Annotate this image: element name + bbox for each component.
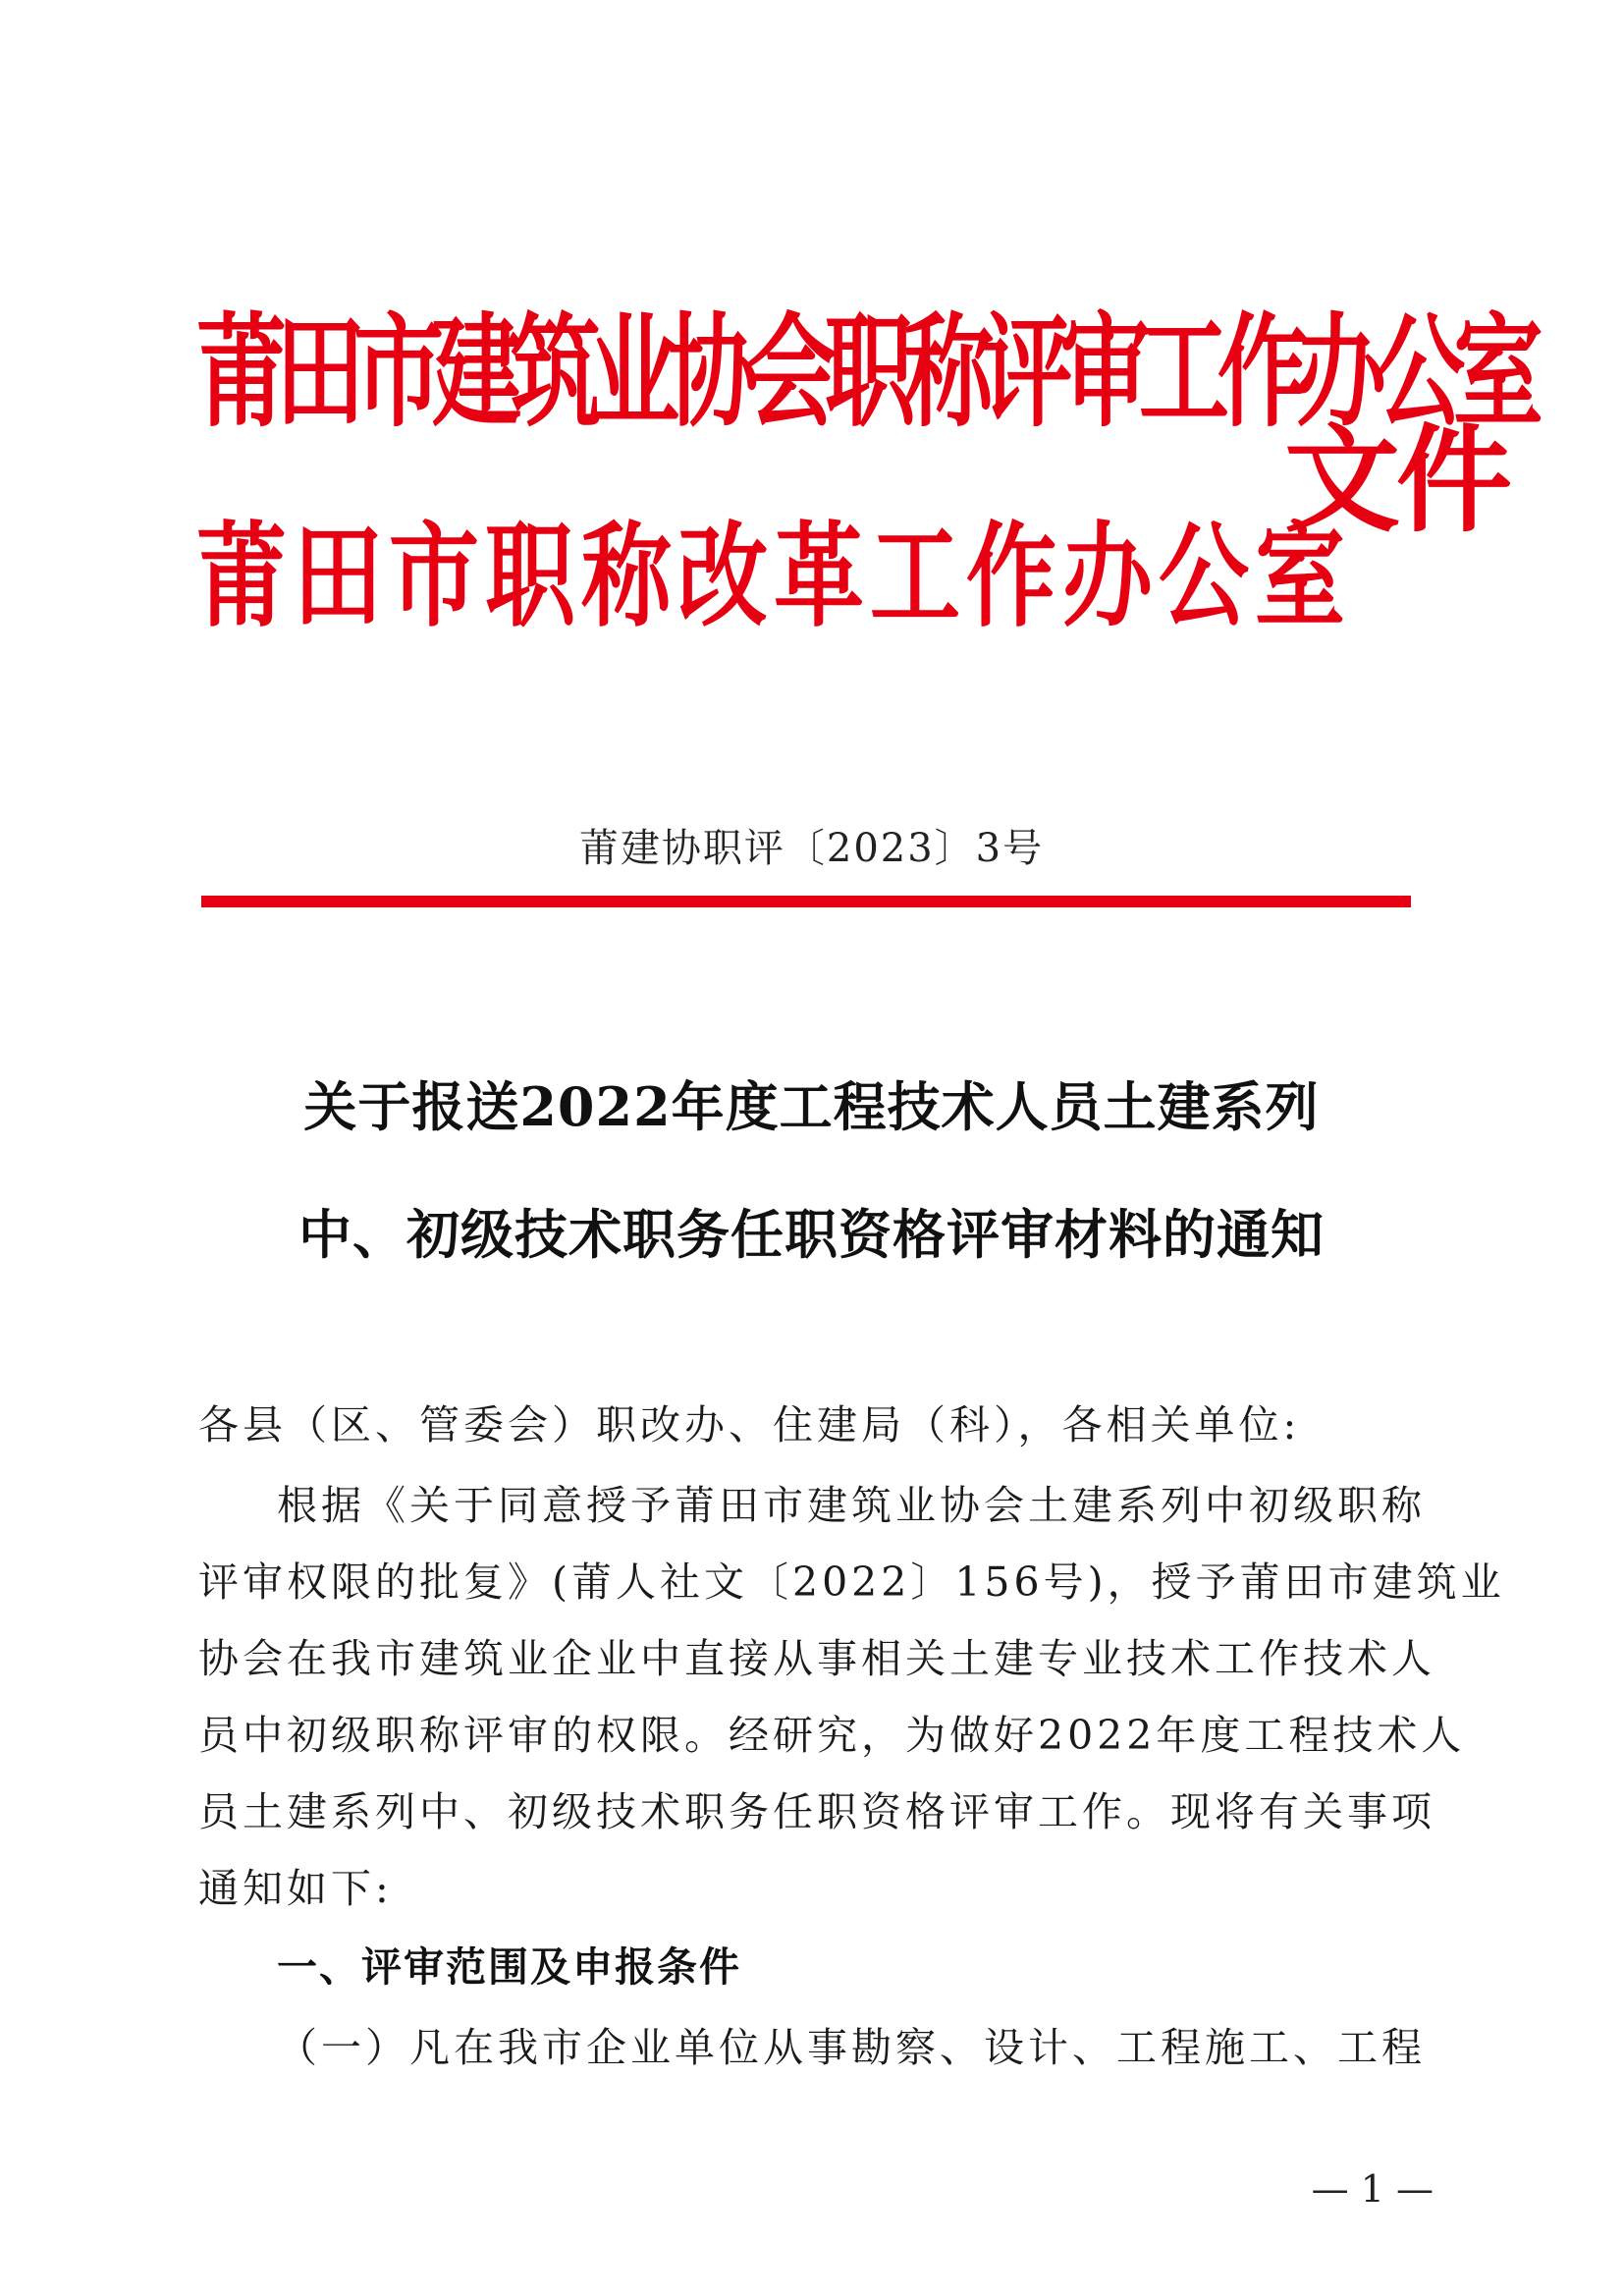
document-number: 莆建协职评〔2023〕3号 — [578, 826, 1045, 871]
list-item: （一）凡在我市企业单位从事勘察、设计、工程施工、工程 — [277, 2024, 1426, 2071]
issuer-name-2: 莆田市职称改革工作办公室 — [196, 511, 1352, 642]
salutation: 各县（区、管委会）职改办、住建局（科），各相关单位: — [198, 1401, 1301, 1449]
paragraph-line: 通知如下: — [198, 1865, 393, 1912]
issuer-name-1: 莆田市建筑业协会职称评审工作办公室 — [196, 301, 1533, 444]
document-word: 文件 — [1284, 412, 1509, 548]
page-number: — 1 — — [1311, 2167, 1434, 2211]
section-heading: 一、评审范围及申报条件 — [277, 1943, 741, 1991]
red-divider-line — [201, 896, 1411, 907]
document-title-line-2: 中、初级技术职务任职资格评审材料的通知 — [298, 1203, 1325, 1266]
paragraph-line: 协会在我市建筑业企业中直接从事相关土建专业技术工作技术人 — [198, 1635, 1435, 1682]
document-title-line-1: 关于报送2022年度工程技术人员土建系列 — [303, 1075, 1320, 1138]
paragraph-line: 员土建系列中、初级技术职务任职资格评审工作。现将有关事项 — [198, 1788, 1435, 1835]
paragraph-line: 评审权限的批复》(莆人社文〔2022〕156号)，授予莆田市建筑业 — [198, 1558, 1505, 1606]
paragraph-line: 根据《关于同意授予莆田市建筑业协会土建系列中初级职称 — [277, 1482, 1426, 1529]
paragraph-line: 员中初级职称评审的权限。经研究，为做好2022年度工程技术人 — [198, 1712, 1466, 1759]
